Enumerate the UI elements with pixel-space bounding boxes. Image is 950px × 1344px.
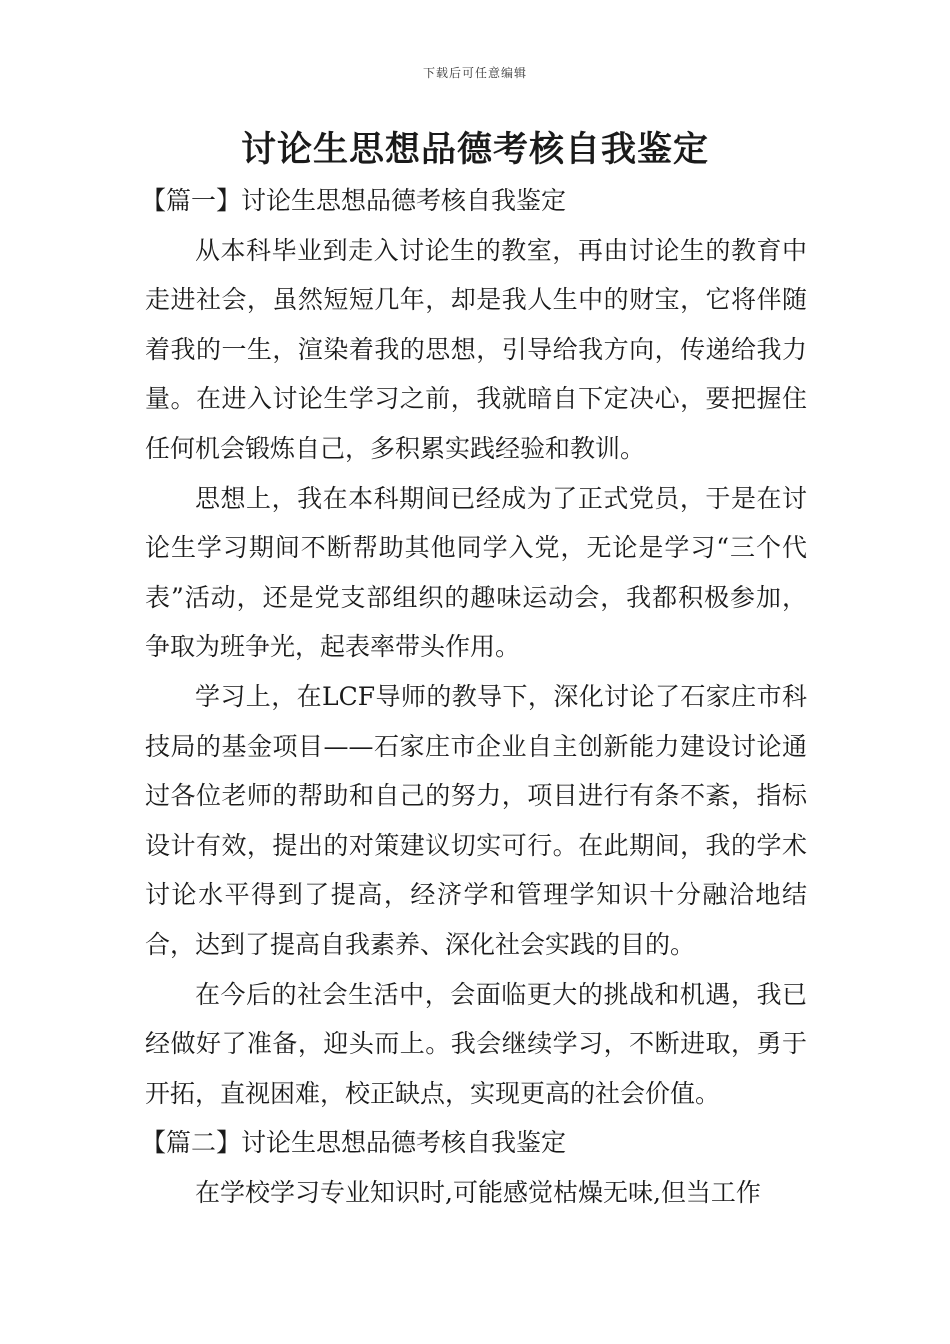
paragraph: 思想上，我在本科期间已经成为了正式党员，于是在讨论生学习期间不断帮助其他同学入党，无论是学习“三个代表”活动，还是党支部组织的趣味运动会，我都积极参加，争取为班争光，起表率带头作用。 bbox=[145, 483, 807, 662]
paragraph: 从本科毕业到走入讨论生的教室，再由讨论生的教育中走进社会，虽然短短几年，却是我人生中的财宝，它将伴随着我的一生，渲染着我的思想，引导给我方向，传递给我力量。在进入讨论生学习之前，我就暗自下定决心，要把握住任何机会锻炼自己，多积累实践经验和教训。 bbox=[145, 235, 807, 463]
section-heading-2: 【篇二】讨论生思想品德考核自我鉴定 bbox=[141, 1128, 567, 1158]
paragraph: 在今后的社会生活中，会面临更大的挑战和机遇，我已经做好了准备，迎头而上。我会继续学习，不断进取，勇于开拓，直视困难，校正缺点，实现更高的社会价值。 bbox=[145, 979, 807, 1108]
section-heading-1: 【篇一】讨论生思想品德考核自我鉴定 bbox=[141, 186, 567, 215]
paragraph: 学习上，在LCF导师的教导下，深化讨论了石家庄市科技局的基金项目——石家庄市企业自主创新能力建设讨论通过各位老师的帮助和自己的努力，项目进行有条不紊，指标设计有效，提出的对策建议切实可行。在此期间，我的学术讨论水平得到了提高，经济学和管理学知识十分融洽地结合，达到了提高自我素养、深化社会实践的目的。 bbox=[145, 681, 807, 959]
paragraph: 在学校学习专业知识时,可能感觉枯燥无味,但当工作 bbox=[195, 1177, 761, 1207]
header-note: 下载后可任意编辑 bbox=[422, 66, 527, 80]
document-title: 讨论生思想品德考核自我鉴定 bbox=[240, 129, 709, 170]
document-body bbox=[141, 176, 807, 1217]
